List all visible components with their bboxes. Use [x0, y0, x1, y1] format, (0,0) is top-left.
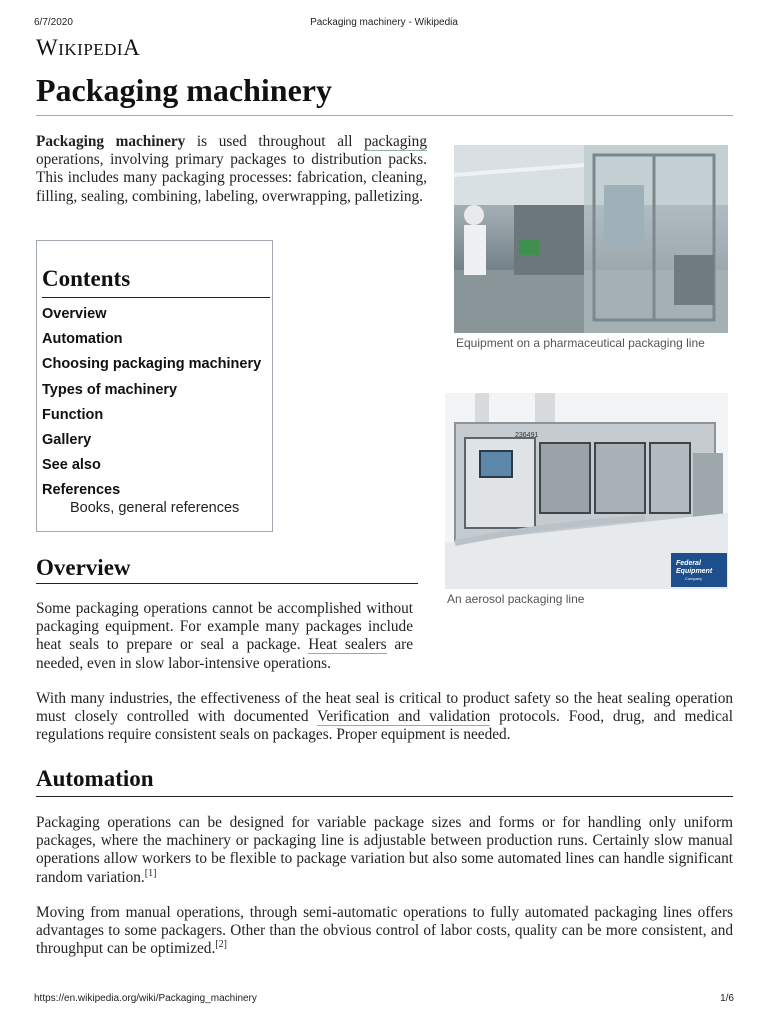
table-of-contents: [36, 240, 273, 532]
watermark-line-3: Company: [685, 576, 703, 581]
wikipedia-logo[interactable]: WIKIPEDIA: [36, 35, 141, 60]
citation-2[interactable]: [2]: [215, 939, 227, 951]
automation-divider: [36, 796, 733, 797]
automation-heading: Automation: [36, 766, 154, 791]
page-title: Packaging machinery: [36, 72, 332, 108]
watermark-line-1: Federal: [676, 560, 701, 567]
toc-item-references[interactable]: References: [42, 482, 121, 499]
print-footer-url: https://en.wikipedia.org/wiki/Packaging_machinery: [34, 993, 257, 1004]
overview-divider: [36, 583, 418, 584]
automation-paragraph-2: Moving from manual operations, through semi-automatic operations to fully automated packaging lines offers advantages to some packagers. Other than the obvious control of labor costs, quality can be more consistent, and throughput can be optimized.[2]: [36, 904, 733, 958]
packaging-link[interactable]: packaging: [364, 133, 427, 150]
figure-caption: An aerosol packaging line: [447, 592, 585, 606]
toc-subitem-books[interactable]: Books, general references: [70, 500, 240, 516]
toc-item-function[interactable]: Function: [42, 406, 104, 423]
print-header-title: Packaging machinery - Wikipedia: [310, 17, 458, 28]
figure-caption: Equipment on a pharmaceutical packaging line: [456, 336, 705, 350]
print-date: 6/7/2020: [34, 17, 73, 28]
aerosol-line-illustration: [445, 393, 728, 589]
contents-divider: [42, 297, 270, 298]
toc-item-gallery[interactable]: Gallery: [42, 431, 92, 448]
contents-heading: Contents: [42, 266, 131, 291]
toc-item-types-of-machinery[interactable]: Types of machinery: [42, 381, 178, 398]
verification-and-validation-link[interactable]: Verification and validation: [317, 708, 491, 726]
toc-item-overview[interactable]: Overview: [42, 306, 107, 322]
pharmaceutical-line-illustration: [454, 145, 728, 333]
overview-heading: Overview: [36, 555, 131, 580]
intro-bold-term: Packaging machinery: [36, 133, 186, 150]
automation-paragraph-1: Packaging operations can be designed for variable package sizes and forms or for handling only uniform packages, where the machinery or packaging line is adjustable between production runs. Certainly slow manual operations allow workers to be flexible to package variation but also some automated lines can handle significant random variation.[1]: [36, 814, 733, 886]
overview-paragraph-1: Some packaging operations cannot be accomplished without packaging equipment. For example many packages include heat seals to prepare or seal a package. Heat sealers are needed, even in slow labor-intensive operations.: [36, 600, 413, 672]
toc-item-choosing-packaging-machinery[interactable]: Choosing packaging machinery: [42, 356, 262, 373]
heat-sealers-link[interactable]: Heat sealers: [308, 636, 387, 654]
toc-item-see-also[interactable]: See also: [42, 457, 101, 474]
toc-item-automation[interactable]: Automation: [42, 331, 123, 348]
citation-1[interactable]: [1]: [144, 867, 157, 879]
pharmaceutical-line-image[interactable]: [454, 145, 728, 333]
aerosol-line-image[interactable]: [445, 393, 728, 589]
overview-paragraph-2: With many industries, the effectiveness of the heat seal is critical to product safety so the heat sealing operation must closely controlled with documented Verification and validation protocols. Food, drug, and medical regulations require consistent seals on packages. Proper equipment is needed.: [36, 690, 733, 744]
machine-label: 236491: [515, 432, 539, 439]
intro-paragraph: Packaging machinery is used throughout all packaging operations, involving primary packages to distribution packs. This includes many packaging processes: fabrication, cleaning, filling, sealing, combining, labeling, overwrapping, palletizing.: [36, 133, 427, 205]
title-divider: [36, 115, 733, 116]
page-number: 1/6: [720, 993, 734, 1004]
watermark-line-2: Equipment: [676, 568, 713, 575]
